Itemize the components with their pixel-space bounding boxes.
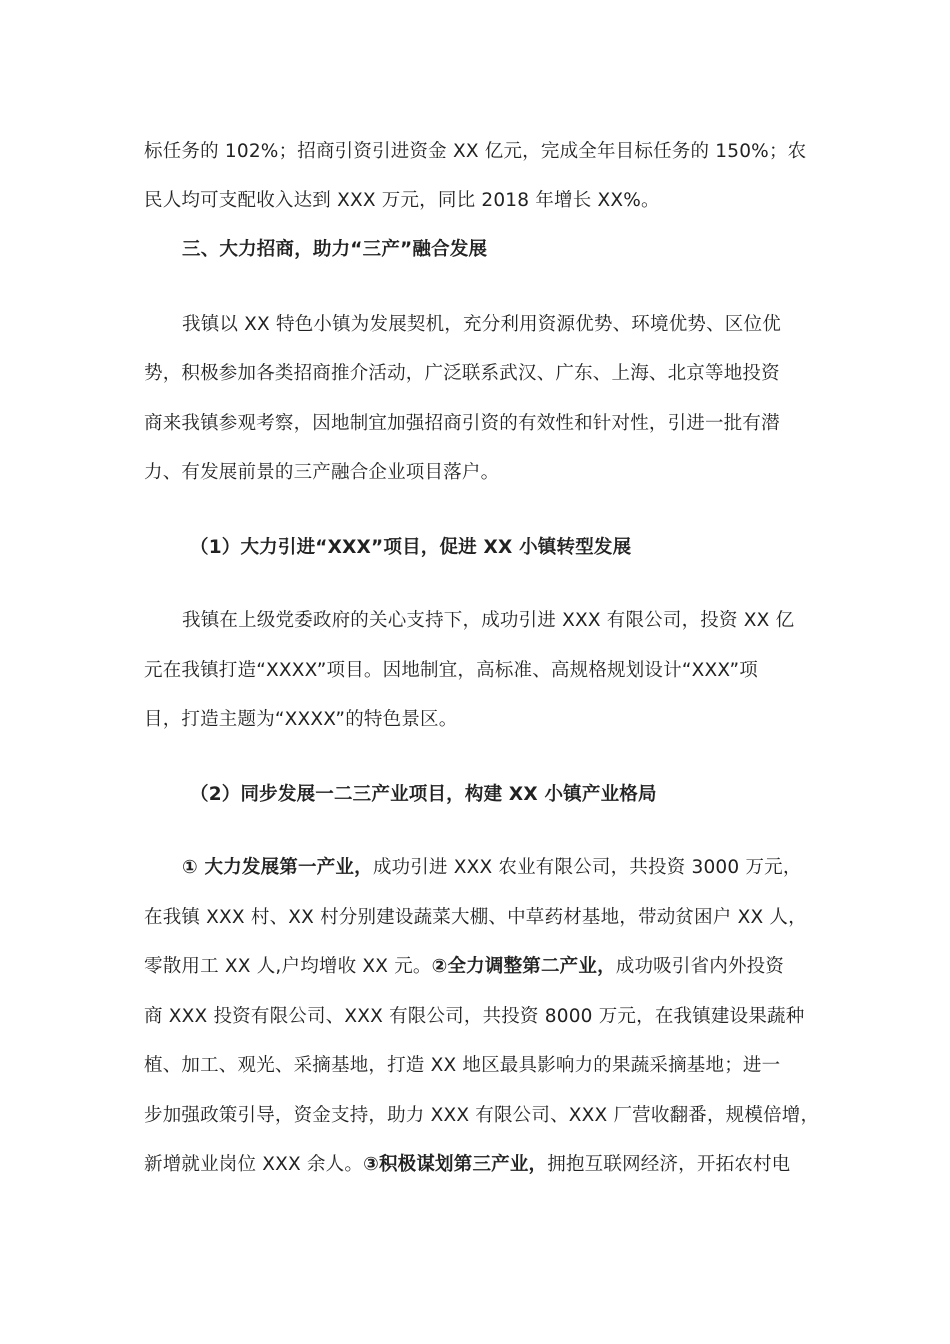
- text-line: 我镇在上级党委政府的关心支持下，成功引进 XXX 有限公司，投资 XX 亿: [182, 610, 795, 631]
- text-line: [182, 855, 802, 881]
- text-line: 目，打造主题为“XXXX”的特色景区。: [144, 709, 458, 730]
- text-line: 元在我镇打造“XXXX”项目。因地制宜，高标准、高规格规划设计“XXX”项: [144, 660, 758, 681]
- text-line: [144, 954, 784, 980]
- text-line: 植、加工、观光、采摘基地，打造 XX 地区最具影响力的果蔬采摘基地；进一: [144, 1055, 781, 1076]
- bold-lead: ③积极谋划第三产业，: [363, 1154, 548, 1175]
- bold-lead: ① 大力发展第一产业，: [182, 857, 373, 878]
- text-line: 标任务的 102%；招商引资引进资金 XX 亿元，完成全年目标任务的 150%；农: [144, 141, 807, 162]
- text-line: 民人均可支配收入达到 XXX 万元，同比 2018 年增长 XX%。: [144, 190, 660, 211]
- text-span: 成功引进 XXX 农业有限公司，共投资 3000 万元，: [372, 857, 802, 878]
- text-line: 步加强政策引导，资金支持，助力 XXX 有限公司、XXX 厂营收翻番，规模倍增，: [144, 1105, 820, 1126]
- subsection-heading: （1）大力引进“XXX”项目，促进 XX 小镇转型发展: [190, 537, 632, 558]
- text-span: 拥抱互联网经济，开拓农村电: [547, 1154, 791, 1175]
- text-span: 零散用工 XX 人,户均增收 XX 元。: [144, 956, 432, 977]
- text-line: 势，积极参加各类招商推介活动，广泛联系武汉、广东、上海、北京等地投资: [144, 363, 780, 384]
- text-line: 在我镇 XXX 村、XX 村分别建设蔬菜大棚、中草药材基地，带动贫困户 XX 人，: [144, 907, 807, 928]
- text-line: 商 XXX 投资有限公司、XXX 有限公司，共投资 8000 万元，在我镇建设果蔬种: [144, 1006, 805, 1027]
- text-line: 力、有发展前景的三产融合企业项目落户。: [144, 462, 500, 483]
- section-heading: 三、大力招商，助力“三产”融合发展: [182, 239, 488, 260]
- text-line: [144, 1152, 790, 1178]
- text-line: 商来我镇参观考察，因地制宜加强招商引资的有效性和针对性，引进一批有潜: [144, 413, 780, 434]
- subsection-heading: （2）同步发展一二三产业项目，构建 XX 小镇产业格局: [190, 784, 657, 805]
- text-span: 成功吸引省内外投资: [615, 956, 785, 977]
- bold-lead: ②全力调整第二产业，: [431, 956, 616, 977]
- text-span: 新增就业岗位 XXX 余人。: [144, 1154, 364, 1175]
- text-line: 我镇以 XX 特色小镇为发展契机，充分利用资源优势、环境优势、区位优: [182, 314, 781, 335]
